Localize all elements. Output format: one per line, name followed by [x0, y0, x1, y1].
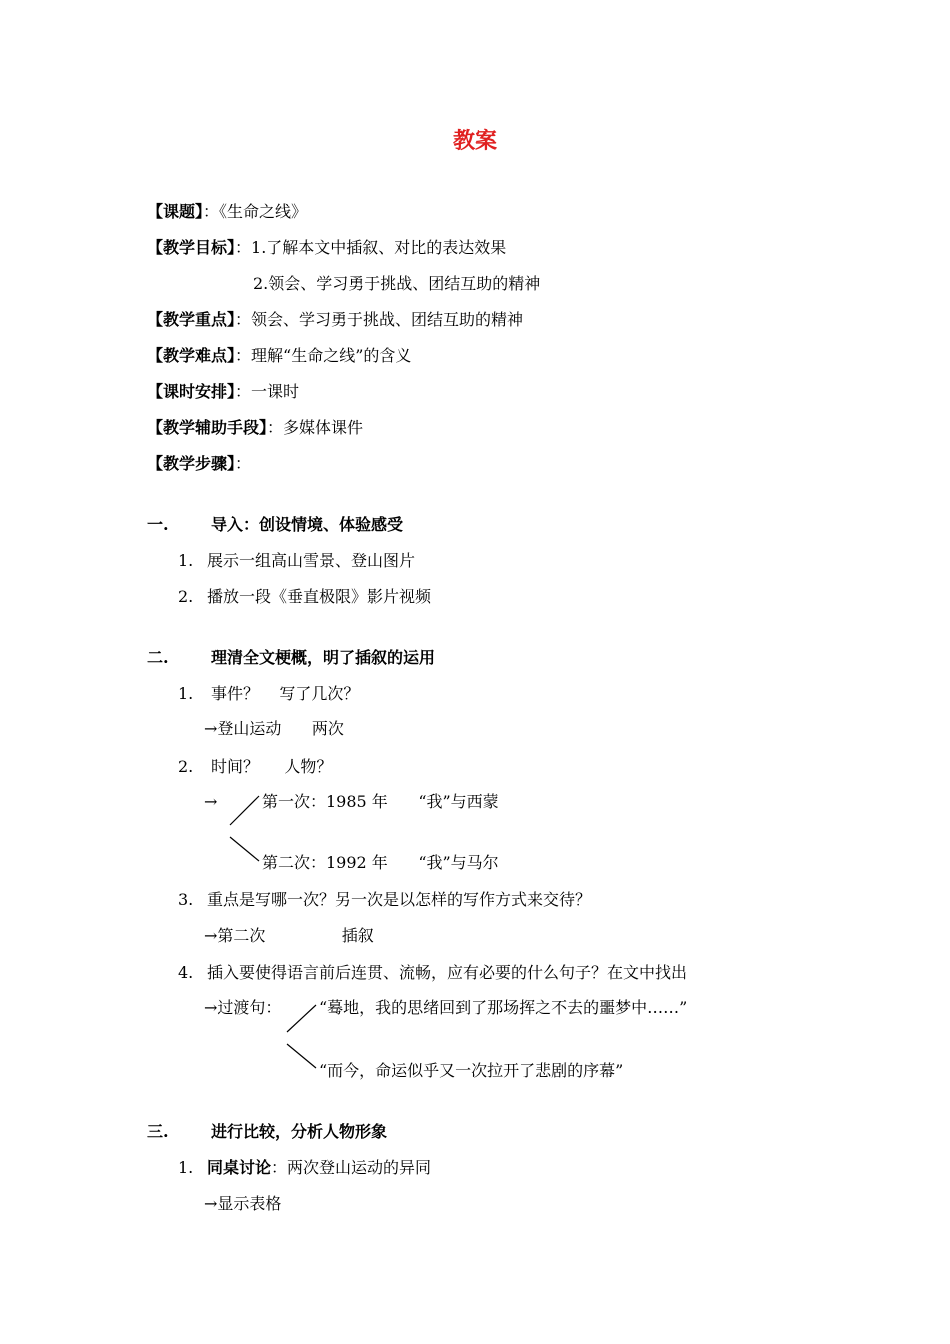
section1-item2-number: 2. — [178, 587, 194, 606]
topic-value: ：《生命之线》 — [203, 202, 308, 221]
goal-label: 【教学目标】 — [147, 238, 236, 257]
branch-line-a4-down — [287, 1044, 316, 1068]
aids-value: ：多媒体课件 — [267, 418, 364, 437]
q2-number: 2. — [178, 757, 194, 776]
q3-text: 重点是写哪一次？另一次是以怎样的写作方式来交待？ — [207, 890, 592, 909]
section1-heading: 导入：创设情境、体验感受 — [211, 515, 404, 534]
section3-item1-rest: ：两次登山运动的异同 — [271, 1158, 432, 1177]
difficulty-label: 【教学难点】 — [147, 346, 236, 365]
branch-line-a2-down — [230, 837, 259, 861]
schedule-value: ：一课时 — [235, 382, 300, 401]
section1-number: 一. — [147, 515, 169, 534]
focus-label: 【教学重点】 — [147, 310, 236, 329]
difficulty-value: ：理解“生命之线”的含义 — [235, 346, 412, 365]
section3-item1 — [207, 1158, 431, 1178]
q1-number: 1. — [178, 684, 194, 703]
steps-value: ： — [235, 454, 252, 473]
a2-first: 第一次：1985 年 “我”与西蒙 — [262, 792, 499, 811]
q4-text: 插入要使得语言前后连贯、流畅，应有必要的什么句子？在文中找出 — [207, 963, 688, 982]
section1-item1-number: 1. — [178, 551, 194, 570]
branch-line-a4-up — [287, 1005, 316, 1032]
goal-2: 2.领会、学习勇于挑战、团结互助的精神 — [253, 274, 541, 293]
q4-number: 4. — [178, 963, 194, 982]
section3-heading: 进行比较，分析人物形象 — [211, 1122, 388, 1141]
section2-heading: 理清全文梗概，明了插叙的运用 — [211, 648, 436, 667]
focus-value: ：领会、学习勇于挑战、团结互助的精神 — [235, 310, 524, 329]
goal-1: ：1.了解本文中插叙、对比的表达效果 — [235, 238, 507, 257]
section3-item1-sub: →显示表格 — [204, 1194, 282, 1213]
aids-label: 【教学辅助手段】 — [147, 418, 268, 437]
section3-number: 三. — [147, 1122, 169, 1141]
section1-item1: 展示一组高山雪景、登山图片 — [207, 551, 416, 570]
a4-first: “蓦地，我的思绪回到了那场挥之不去的噩梦中……” — [319, 998, 688, 1017]
topic-label: 【课题】 — [147, 202, 204, 221]
q2-text: 时间？ 人物？ — [211, 757, 333, 776]
a1-text: →登山运动 两次 — [204, 719, 344, 738]
schedule-label: 【课时安排】 — [147, 382, 236, 401]
page-title: 教案 — [452, 128, 497, 154]
a4-second: “而今，命运似乎又一次拉开了悲剧的序幕” — [319, 1061, 624, 1080]
section1-item2: 播放一段《垂直极限》影片视频 — [207, 587, 432, 606]
a2-second: 第二次：1992 年 “我”与马尔 — [262, 853, 499, 872]
q3-number: 3. — [178, 890, 194, 909]
a3-text: →第二次 插叙 — [204, 926, 374, 945]
section3-item1-bold: 同桌讨论 — [207, 1158, 272, 1177]
section3-item1-number: 1. — [178, 1158, 194, 1177]
a2-arrow: → — [204, 792, 218, 811]
section2-number: 二. — [147, 648, 169, 667]
steps-label: 【教学步骤】 — [147, 454, 236, 473]
branch-line-a2-up — [230, 796, 259, 825]
a4-label: →过渡句： — [204, 998, 282, 1017]
q1-text: 事件？ 写了几次？ — [211, 684, 360, 703]
